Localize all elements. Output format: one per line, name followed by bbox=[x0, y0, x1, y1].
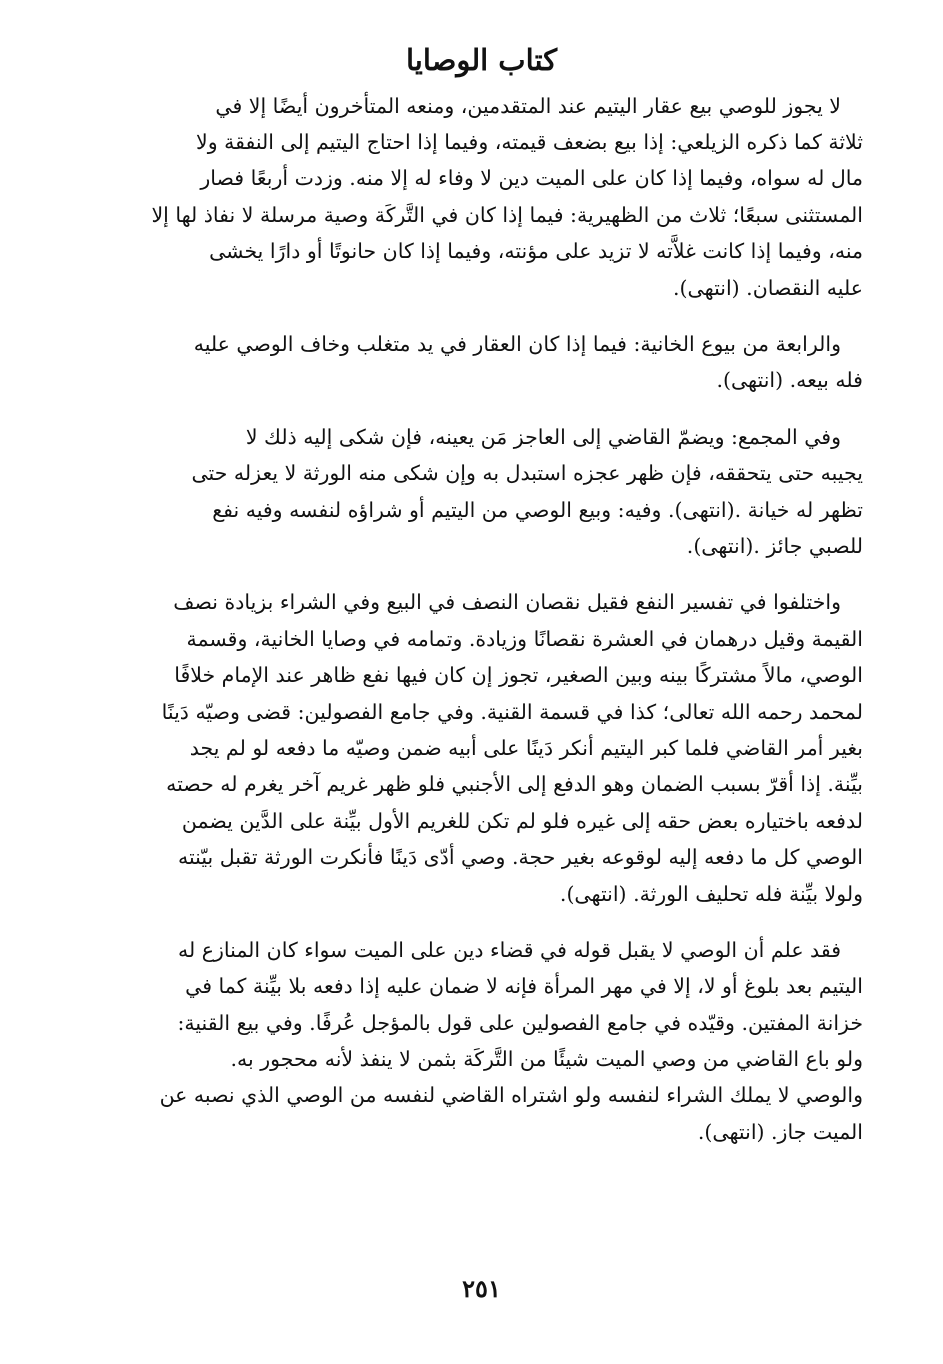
text-line: لا يجوز للوصي بيع عقار اليتيم عند المتقدمين، ومنعه المتأخرون أيضًا إلا في bbox=[215, 93, 841, 118]
text-line: ثلاثة كما ذكره الزيلعي: إذا بيع بضعف قيمته، وفيما إذا احتاج اليتيم إلى النفقة ولا bbox=[196, 130, 863, 155]
text-line: لدفعه باختياره بعض حقه إلى غيره فلو لم تكن للغريم الأول بيِّنة على الدَّين يضمن bbox=[181, 808, 863, 833]
text-line: الوصي كل ما دفعه إليه لوقوعه بغير حجة. وصي أدّى دَينًا فأنكرت الورثة تقبل بيّنته bbox=[177, 845, 863, 870]
page-number: ٢٥١ bbox=[462, 1274, 501, 1303]
text-line: فقد علم أن الوصي لا يقبل قوله في قضاء دين على الميت سواء كان المنازع له bbox=[178, 937, 841, 962]
paragraph-1 bbox=[100, 88, 863, 306]
text-line: منه، وفيما إذا كانت غلاَّته لا تزيد على مؤنته، وفيما إذا كان حانوتًا أو دارًا يخشى bbox=[209, 239, 863, 264]
text-line: بغير أمر القاضي فلما كبر اليتيم أنكر دَينًا على أبيه ضمن وصيّه ما دفعه لو لم يجد bbox=[189, 735, 863, 760]
page bbox=[100, 42, 863, 1342]
text-line: الوصي، مالاً مشتركًا بينه وبين الصغير، تجوز إن كان فيها نفع ظاهر عند الإمام خلافًا bbox=[174, 663, 863, 688]
text-line: لمحمد رحمه الله تعالى؛ كذا في قسمة القنية. وفي جامع الفصولين: قضى وصيّه دَينًا bbox=[161, 699, 863, 724]
text-line: يجيبه حتى يتحققه، فإن ظهر عجزه استبدل به وإن شكى منه الورثة لا يعزله حتى bbox=[191, 461, 863, 486]
paragraph-4 bbox=[100, 584, 863, 912]
text-line: والرابعة من بيوع الخانية: فيما إذا كان العقار في يد متغلب وخاف الوصي عليه bbox=[193, 332, 841, 357]
text-line: مال له سواه، وفيما إذا كان على الميت دين لا وفاء له إلا منه. وزدت أربعًا فصار bbox=[200, 166, 863, 191]
text-line: القيمة وقيل درهمان في العشرة نقصانًا وزيادة. وتمامه في وصايا الخانية، وقسمة bbox=[186, 626, 863, 651]
text-line: واختلفوا في تفسير النفع فقيل نقصان النصف في البيع وفي الشراء بزيادة نصف bbox=[173, 590, 841, 615]
paragraph-2 bbox=[100, 326, 863, 399]
text-line: تظهر له خيانة .(انتهى). وفيه: وبيع الوصي من اليتيم أو شراؤه لنفسه وفيه نفع bbox=[212, 497, 863, 522]
text-line: فله بيعه. (انتهى). bbox=[716, 368, 863, 393]
text-line: خزانة المفتين. وقيّده في جامع الفصولين على قول بالمؤجل عُرفًا. وفي بيع القنية: bbox=[177, 1010, 863, 1035]
text-line: ولو باع القاضي من وصي الميت شيئًا من التَّركَة بثمن لا ينفذ لأنه محجور به. bbox=[230, 1047, 863, 1072]
page-title: كتاب الوصايا bbox=[405, 43, 558, 77]
text-line: المستثنى سبعًا؛ ثلاث من الظهيرية: فيما إذا كان في التَّركَة وصية مرسلة لا نفاذ لها إلا bbox=[151, 202, 863, 227]
text-line: الميت جاز. (انتهى). bbox=[697, 1119, 863, 1144]
text-line: اليتيم بعد بلوغ أو لا، إلا في مهر المرأة فإنه لا ضمان عليه إذا دفعه بلا بيِّنة كما في bbox=[185, 974, 863, 999]
text-line: بيِّنة. إذا أقرّ بسبب الضمان وهو الدفع إلى الأجنبي فلو ظهر غريم آخر يغرم له حصته bbox=[166, 772, 863, 797]
text-line: عليه النقصان. (انتهى). bbox=[673, 275, 863, 300]
paragraph-5 bbox=[100, 932, 863, 1150]
text-line: للصبي جائز .(انتهى). bbox=[686, 533, 863, 558]
text-line: وفي المجمع: ويضمّ القاضي إلى العاجز مَن يعينه، فإن شكى إليه ذلك لا bbox=[245, 424, 841, 449]
text-line: ولولا بيِّنة فله تحليف الورثة. (انتهى). bbox=[559, 881, 863, 906]
paragraph-3 bbox=[100, 419, 863, 565]
text-line: والوصي لا يملك الشراء لنفسه ولو اشتراه القاضي لنفسه من الوصي الذي نصبه عن bbox=[159, 1083, 863, 1108]
